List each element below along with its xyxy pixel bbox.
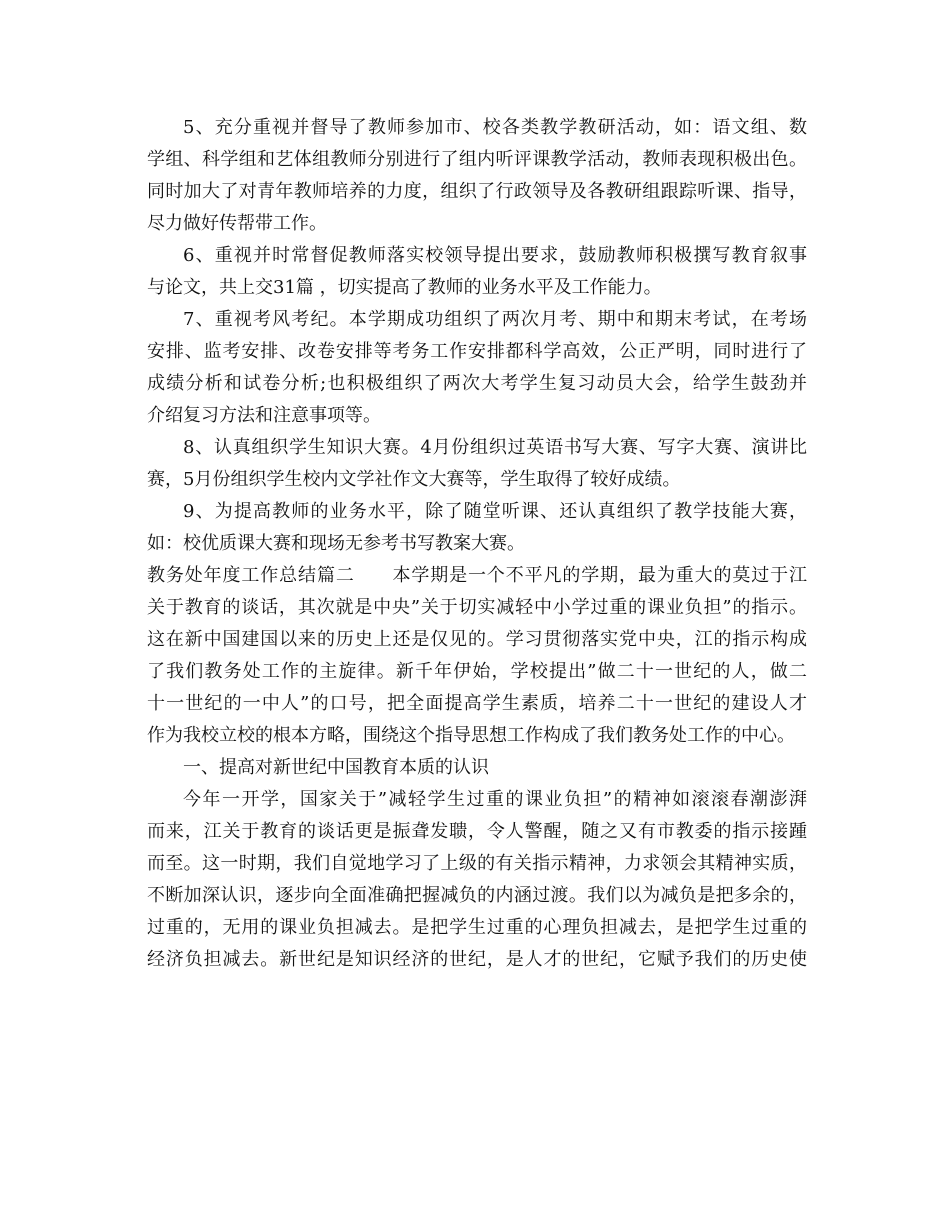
text-line: 赛，5月份组织学生校内文学社作文大赛等，学生取得了较好成绩。	[147, 469, 681, 490]
text-line: 不断加深认识，逐步向全面准确把握减负的内涵过渡。我们以为减负是把多余的，	[147, 885, 807, 906]
document-body	[147, 112, 807, 976]
text-line: 6、重视并时常督促教师落实校领导提出要求，鼓励教师积极撰写教育叙事	[183, 245, 807, 266]
text-line: 尽力做好传帮带工作。	[147, 213, 327, 234]
text-line: 了我们教务处工作的主旋律。新千年伊始，学校提出”做二十一世纪的人，做二	[147, 661, 807, 682]
text-line: 过重的，无用的课业负担减去。是把学生过重的心理负担减去，是把学生过重的	[147, 917, 807, 938]
text-line: 教务处年度工作总结篇二 本学期是一个不平凡的学期，最为重大的莫过于江	[147, 565, 807, 586]
text-line: 十一世纪的一中人”的口号，把全面提高学生素质，培养二十一世纪的建设人才	[147, 693, 807, 714]
text-line: 学组、科学组和艺体组教师分别进行了组内听评课教学活动，教师表现积极出色。	[147, 149, 807, 170]
text-line: 介绍复习方法和注意事项等。	[147, 405, 381, 426]
text-line: 5、充分重视并督导了教师参加市、校各类教学教研活动，如：语文组、数	[183, 117, 807, 138]
text-line: 8、认真组织学生知识大赛。4月份组织过英语书写大赛、写字大赛、演讲比	[183, 437, 807, 458]
text-line: 一、提高对新世纪中国教育本质的认识	[183, 757, 489, 778]
text-line: 作为我校立校的根本方略，围绕这个指导思想工作构成了我们教务处工作的中心。	[147, 725, 795, 746]
text-line: 而至。这一时期，我们自觉地学习了上级的有关指示精神，力求领会其精神实质，	[147, 853, 807, 874]
text-line: 安排、监考安排、改卷安排等考务工作安排都科学高效，公正严明，同时进行了	[147, 341, 807, 362]
text-line: 这在新中国建国以来的历史上还是仅见的。学习贯彻落实党中央，江的指示构成	[147, 629, 807, 650]
text-line: 今年一开学，国家关于”减轻学生过重的课业负担”的精神如滚滚春潮澎湃	[183, 789, 807, 810]
text-line: 7、重视考风考纪。本学期成功组织了两次月考、期中和期末考试，在考场	[183, 309, 807, 330]
text-line: 同时加大了对青年教师培养的力度，组织了行政领导及各教研组跟踪听课、指导，	[147, 181, 807, 202]
text-line: 与论文，共上交31篇 ，切实提高了教师的业务水平及工作能力。	[147, 277, 662, 298]
text-line: 如：校优质课大赛和现场无参考书写教案大赛。	[147, 533, 525, 554]
text-line: 9、为提高教师的业务水平，除了随堂听课、还认真组织了教学技能大赛，	[183, 501, 807, 522]
text-line: 经济负担减去。新世纪是知识经济的世纪，是人才的世纪，它赋予我们的历史使	[147, 949, 807, 970]
text-line: 关于教育的谈话，其次就是中央”关于切实减轻中小学过重的课业负担”的指示。	[147, 597, 807, 618]
text-line: 成绩分析和试卷分析;也积极组织了两次大考学生复习动员大会，给学生鼓劲并	[147, 373, 807, 394]
text-line: 而来，江关于教育的谈话更是振聋发聩，令人警醒，随之又有市教委的指示接踵	[147, 821, 807, 842]
